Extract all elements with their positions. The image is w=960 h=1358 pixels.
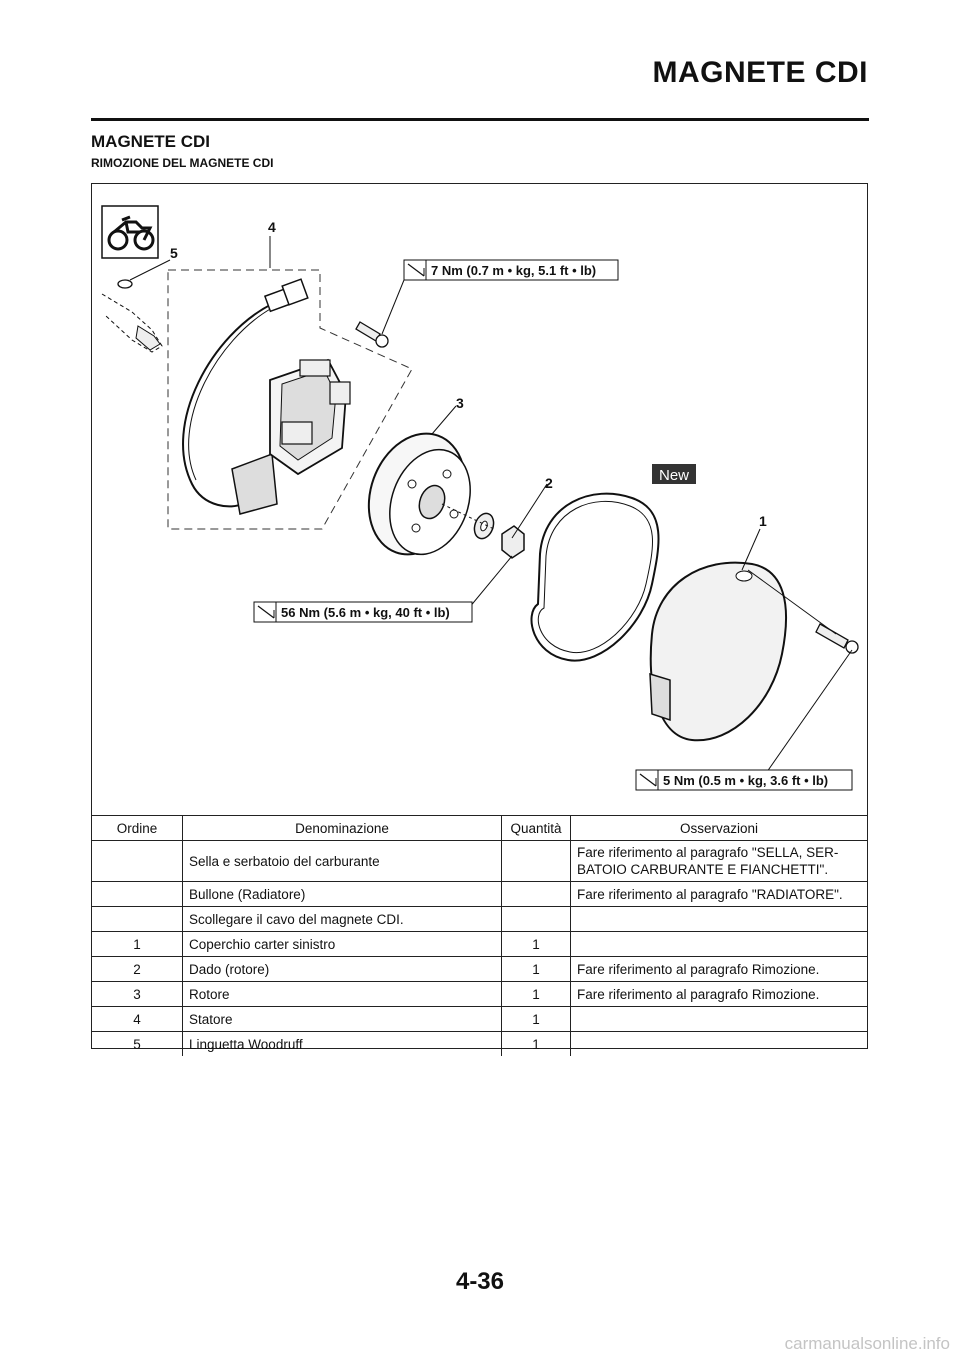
- col-header-order: Ordine: [92, 816, 183, 841]
- row-quantity: [502, 882, 571, 907]
- table-row: [92, 1007, 867, 1032]
- torque-spec-stator: [404, 260, 618, 280]
- col-header-notes: Osservazioni: [571, 816, 868, 841]
- row-name: Bullone (Radiatore): [183, 882, 502, 907]
- row-quantity: [502, 841, 571, 882]
- table-row: [92, 1032, 867, 1057]
- col-header-quantity: Quantità: [502, 816, 571, 841]
- table-row: [92, 907, 867, 932]
- row-order: 2: [92, 957, 183, 982]
- row-order: [92, 882, 183, 907]
- row-note: Fare riferimento al paragrafo "RADIATORE".: [571, 882, 868, 907]
- woodruff-key: [102, 280, 162, 352]
- row-note: [571, 1007, 868, 1032]
- parts-table: [92, 815, 867, 1056]
- stator: [183, 279, 350, 514]
- row-note: Fare riferimento al paragrafo Rimozione.: [571, 982, 868, 1007]
- row-note: Fare riferimento al paragrafo Rimozione.: [571, 957, 868, 982]
- row-name: Dado (rotore): [183, 957, 502, 982]
- row-note: [571, 907, 868, 932]
- row-note: [571, 932, 868, 957]
- row-name: Scollegare il cavo del magnete CDI.: [183, 907, 502, 932]
- gasket: [531, 494, 658, 661]
- row-name: Rotore: [183, 982, 502, 1007]
- svg-text:5 Nm (0.5 m • kg, 3.6 ft • lb): 5 Nm (0.5 m • kg, 3.6 ft • lb): [663, 773, 829, 788]
- section-title: MAGNETE CDI: [91, 132, 210, 151]
- torque-spec-cover-bolt: [636, 770, 852, 790]
- svg-text:New: New: [659, 467, 690, 484]
- row-quantity: 1: [502, 932, 571, 957]
- callout-1: 1: [759, 513, 767, 529]
- row-quantity: 1: [502, 982, 571, 1007]
- table-row: [92, 982, 867, 1007]
- table-row: [92, 841, 867, 882]
- row-note: Fare riferimento al paragrafo "SELLA, SER-BATOIO CARBURANTE E FIANCHETTI".: [571, 841, 868, 882]
- table-row: [92, 957, 867, 982]
- svg-text:56 Nm (5.6 m • kg, 40 ft • lb): 56 Nm (5.6 m • kg, 40 ft • lb): [281, 605, 450, 620]
- row-name: Linguetta Woodruff: [183, 1032, 502, 1057]
- row-name: Statore: [183, 1007, 502, 1032]
- page-header-title: MAGNETE CDI: [652, 56, 868, 89]
- table-row: [92, 932, 867, 957]
- exploded-diagram: [92, 184, 867, 814]
- row-note: [571, 1032, 868, 1057]
- row-quantity: 1: [502, 957, 571, 982]
- callout-4: 4: [268, 219, 276, 235]
- row-order: 3: [92, 982, 183, 1007]
- row-order: 1: [92, 932, 183, 957]
- row-order: 5: [92, 1032, 183, 1057]
- new-part-badge: [652, 464, 696, 484]
- row-quantity: [502, 907, 571, 932]
- row-order: [92, 841, 183, 882]
- watermark[interactable]: carmanualsonline.info: [784, 1334, 950, 1353]
- stator-bolt: [356, 322, 388, 347]
- crankcase-cover: [650, 563, 786, 741]
- row-order: [92, 907, 183, 932]
- motorcycle-icon: [102, 206, 158, 258]
- row-name: Sella e serbatoio del carburante: [183, 841, 502, 882]
- torque-spec-rotor-nut: [254, 602, 472, 622]
- page-number: 4-36: [455, 1268, 505, 1295]
- header-divider: [91, 118, 869, 121]
- cover-bolt: [816, 624, 858, 653]
- row-name: Coperchio carter sinistro: [183, 932, 502, 957]
- col-header-name: Denominazione: [183, 816, 502, 841]
- rotor: [353, 420, 485, 568]
- section-subtitle: RIMOZIONE DEL MAGNETE CDI: [91, 156, 274, 170]
- table-row: [92, 882, 867, 907]
- row-order: 4: [92, 1007, 183, 1032]
- callout-5: 5: [170, 245, 178, 261]
- callout-2: 2: [545, 475, 553, 491]
- table-header-row: [92, 816, 867, 841]
- svg-text:7 Nm (0.7 m • kg, 5.1 ft • lb): 7 Nm (0.7 m • kg, 5.1 ft • lb): [431, 263, 597, 278]
- callout-3: 3: [456, 395, 464, 411]
- row-quantity: 1: [502, 1032, 571, 1057]
- row-quantity: 1: [502, 1007, 571, 1032]
